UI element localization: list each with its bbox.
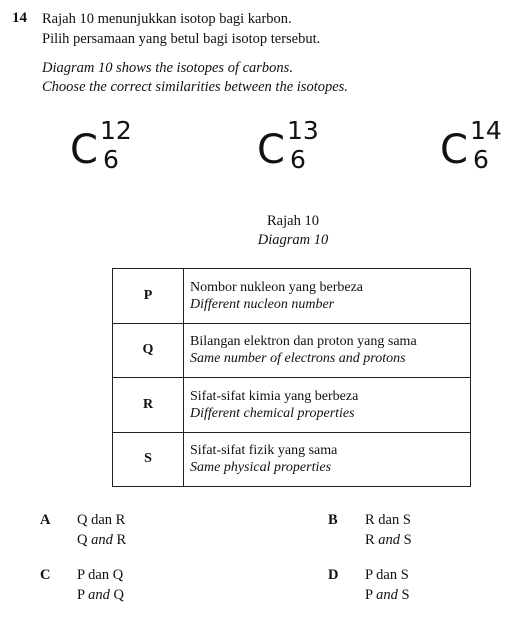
statements-table (112, 268, 471, 487)
statement-english: Different nucleon number (190, 296, 335, 312)
isotope-carbon-12 (70, 118, 160, 182)
isotope-symbol: C (440, 127, 468, 173)
table-row (113, 269, 471, 324)
diagram-caption-english: Diagram 10 (257, 232, 329, 248)
statement-label: P (113, 269, 184, 324)
isotope-atomic-number: 6 (103, 145, 119, 174)
option-letter-d[interactable]: D (328, 567, 339, 583)
question-text-malay-1: Rajah 10 menunjukkan isotop bagi karbon. (42, 11, 292, 27)
option-letter-a[interactable]: A (40, 512, 51, 528)
option-a[interactable] (77, 510, 126, 550)
option-malay: P dan S (365, 567, 409, 583)
option-letter-b[interactable]: B (328, 512, 338, 528)
statement-english: Different chemical properties (190, 405, 355, 421)
isotope-mass-number: 13 (287, 116, 319, 145)
option-english: Q and R (77, 532, 127, 548)
option-c[interactable] (77, 565, 124, 605)
question-text-english-2: Choose the correct similarities between the isotopes. (42, 79, 348, 95)
question-number: 14 (12, 10, 27, 26)
table-row (113, 323, 471, 378)
statement-malay: Nombor nukleon yang berbeza (190, 279, 363, 295)
statement-text (184, 323, 471, 378)
table-row (113, 378, 471, 433)
option-malay: Q dan R (77, 512, 126, 528)
isotope-mass-number: 14 (470, 116, 502, 145)
statement-text (184, 269, 471, 324)
statement-label: Q (113, 323, 184, 378)
isotope-carbon-14 (440, 118, 520, 182)
option-english: P and Q (77, 587, 125, 603)
statement-text (184, 432, 471, 487)
option-malay: R dan S (365, 512, 411, 528)
isotope-mass-number: 12 (100, 116, 132, 145)
option-malay: P dan Q (77, 567, 124, 583)
isotope-atomic-number: 6 (473, 145, 489, 174)
statement-english: Same physical properties (190, 460, 332, 476)
option-letter-c[interactable]: C (40, 567, 51, 583)
statement-label: S (113, 432, 184, 487)
statement-malay: Bilangan elektron dan proton yang sama (190, 334, 417, 350)
option-b[interactable] (365, 510, 412, 550)
option-english: P and S (365, 587, 410, 603)
statement-malay: Sifat-sifat kimia yang berbeza (190, 388, 359, 404)
statement-english: Same number of electrons and protons (190, 351, 406, 367)
isotope-symbol: C (70, 127, 98, 173)
question-text-english-1: Diagram 10 shows the isotopes of carbons. (42, 60, 293, 76)
table-row (113, 432, 471, 487)
statement-text (184, 378, 471, 433)
statement-malay: Sifat-sifat fizik yang sama (190, 443, 338, 459)
isotope-symbol: C (257, 127, 285, 173)
statement-label: R (113, 378, 184, 433)
isotope-carbon-13 (257, 118, 347, 182)
diagram-caption-malay: Rajah 10 (267, 213, 319, 229)
question-text-malay-2: Pilih persamaan yang betul bagi isotop tersebut. (42, 31, 321, 47)
option-english: R and S (365, 532, 412, 548)
isotope-atomic-number: 6 (290, 145, 306, 174)
option-d[interactable] (365, 565, 410, 605)
